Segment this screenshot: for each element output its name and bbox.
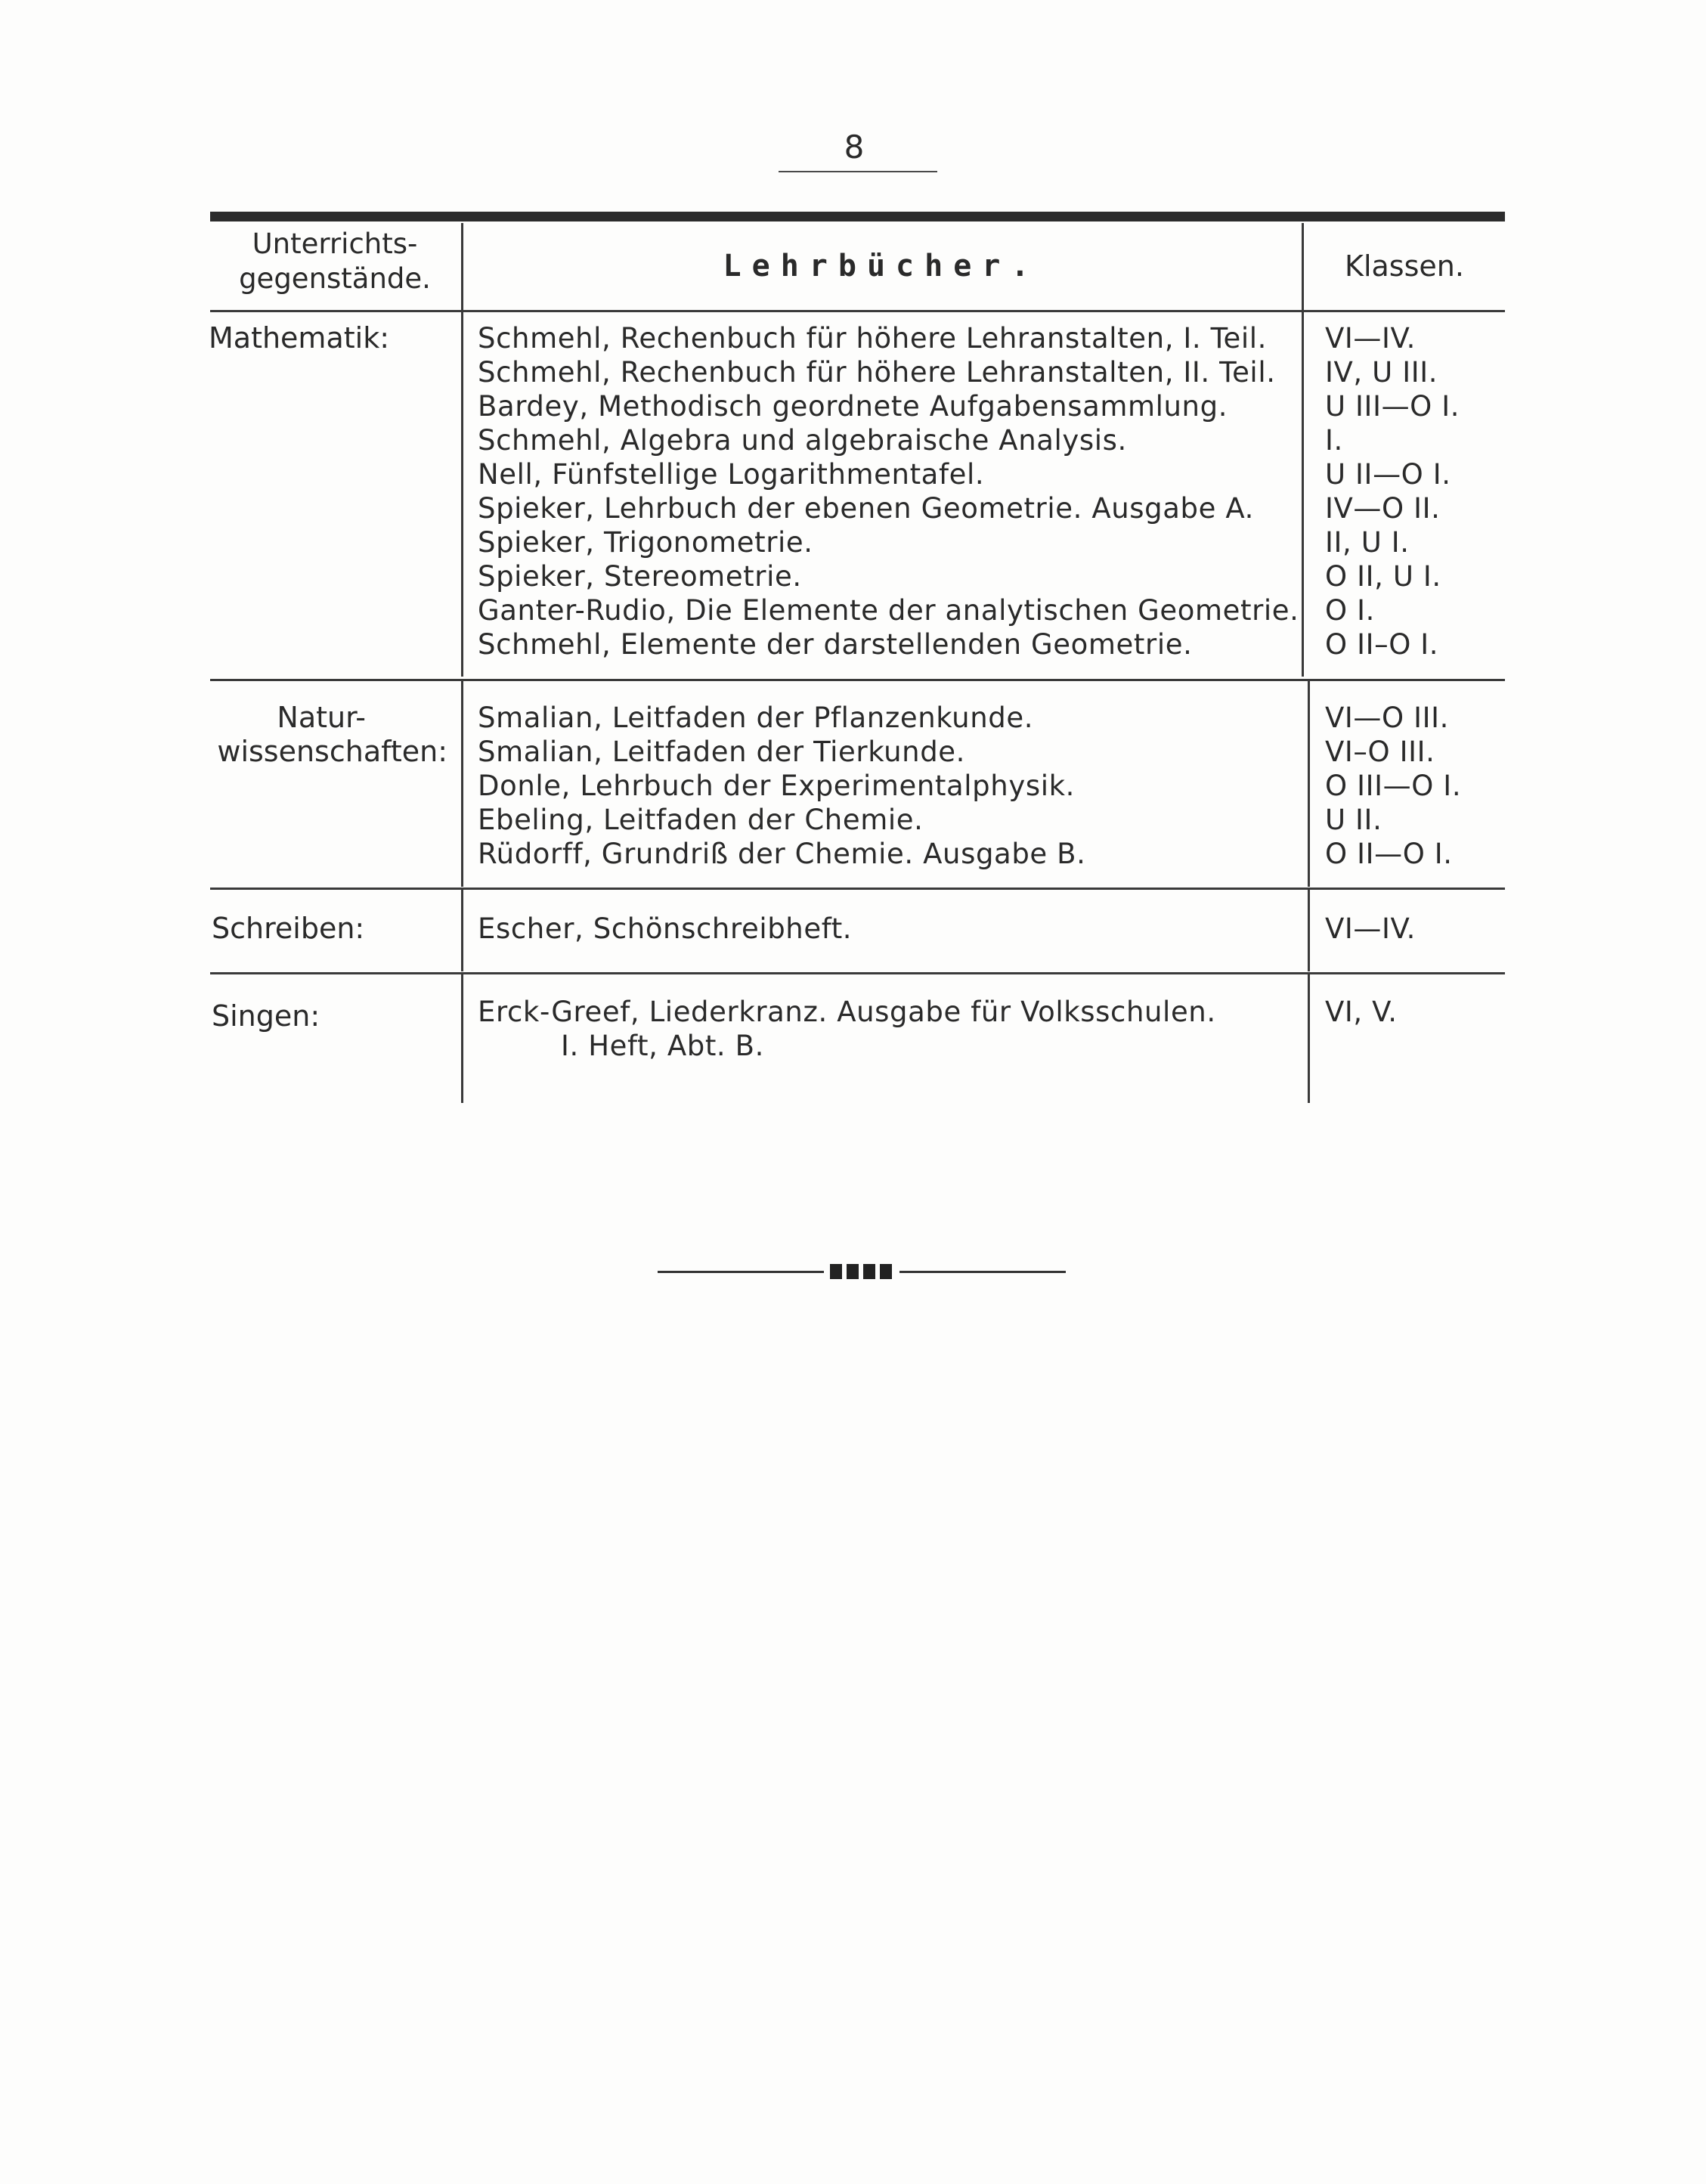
class-entry: IV, U III. [1325,356,1438,389]
book-entry: Ganter-Rudio, Die Elemente der analytischen Geometrie. [478,594,1299,627]
class-entry: VI—O III. [1325,702,1450,734]
ornament-blocks [830,1264,893,1279]
class-entry: VI, V. [1325,996,1398,1028]
vrule-schreiben-left [461,890,463,971]
book-entry: Smalian, Leitfaden der Tierkunde. [478,736,966,768]
subject-naturwissenschaften [151,701,447,769]
book-entry: Nell, Fünfstellige Logarithmentafel. [478,458,985,491]
vrule-natur-right [1308,681,1310,887]
vrule-header-left [461,223,463,312]
class-entry: U II. [1325,804,1382,836]
class-entry: IV—O II. [1325,492,1441,525]
vrule-schreiben-right [1308,890,1310,971]
ornament-rule-left [658,1271,824,1273]
class-entry: O II, U I. [1325,560,1441,593]
book-entry: Ebeling, Leitfaden der Chemie. [478,804,924,836]
vrule-singen-left [461,974,463,1103]
subject-line: wissenschaften: [217,735,447,768]
subject-line: Mathematik: [209,321,390,355]
header-subjects [210,227,460,296]
subject-line: Natur- [277,701,366,734]
subject-line: Singen: [212,999,320,1033]
end-ornament [658,1262,1066,1281]
vrule-header-right [1302,223,1304,312]
book-entry: Schmehl, Rechenbuch für höhere Lehranstalten, I. Teil. [478,322,1268,355]
books-list-mathematik [478,321,1302,661]
table-top-rule [210,212,1505,221]
divider-math [210,679,1505,681]
class-entry: O I. [1325,594,1375,627]
divider-schreiben [210,972,1505,974]
classes-list-naturwissenschaften [1325,701,1499,871]
book-entry: Schmehl, Algebra und algebraische Analysis. [478,424,1127,457]
book-entry: Spieker, Stereometrie. [478,560,802,593]
book-entry: Erck-Greef, Liederkranz. Ausgabe für Volksschulen. [478,996,1216,1028]
subject-singen [212,999,320,1033]
subject-schreiben [212,912,364,946]
class-entry: VI—IV. [1325,322,1417,355]
book-entry: Bardey, Methodisch geordnete Aufgabensammlung. [478,390,1228,423]
book-entry: Schmehl, Elemente der darstellenden Geometrie. [478,628,1193,661]
books-list-singen [478,995,1302,1063]
class-entry: O II—O I. [1325,838,1453,870]
subject-mathematik [209,321,389,355]
classes-list-schreiben [1325,912,1499,946]
class-entry: VI–O III. [1325,736,1435,768]
header-books: Lehrbücher. [723,249,1040,283]
book-entry: Spieker, Lehrbuch der ebenen Geometrie. Ausgabe A. [478,492,1254,525]
book-entry: Rüdorff, Grundriß der Chemie. Ausgabe B. [478,838,1086,870]
class-entry: VI—IV. [1325,912,1417,945]
class-entry: II, U I. [1325,526,1410,559]
book-entry: Smalian, Leitfaden der Pflanzenkunde. [478,702,1034,734]
page-number-rule [779,171,937,172]
class-entry: U III—O I. [1325,390,1460,423]
book-entry: Schmehl, Rechenbuch für höhere Lehranstalten, II. Teil. [478,356,1276,389]
class-entry: O II–O I. [1325,628,1439,661]
vrule-singen-right [1308,974,1310,1103]
header-subjects-line1: Unterrichts- [252,228,418,260]
class-entry: O III—O I. [1325,770,1462,802]
book-entry: Spieker, Trigonometrie. [478,526,813,559]
header-divider [210,310,1505,312]
book-entry: Donle, Lehrbuch der Experimentalphysik. [478,770,1075,802]
header-subjects-line2: gegenstände. [239,262,431,295]
book-entry: Escher, Schönschreibheft. [478,912,853,945]
class-entry: U II—O I. [1325,458,1451,491]
page-number: 8 [844,129,865,166]
class-entry: I. [1325,424,1343,457]
classes-list-singen [1325,995,1499,1029]
subject-line: Schreiben: [212,912,365,945]
books-list-naturwissenschaften [478,701,1302,871]
header-classes: Klassen. [1345,249,1464,283]
vrule-math-left [461,312,463,677]
divider-natur [210,888,1505,890]
book-entry: I. Heft, Abt. B. [561,1030,764,1062]
ornament-rule-right [899,1271,1066,1273]
books-list-schreiben [478,912,1302,946]
classes-list-mathematik [1325,321,1499,661]
vrule-math-right [1302,312,1304,677]
vrule-natur-left [461,681,463,887]
